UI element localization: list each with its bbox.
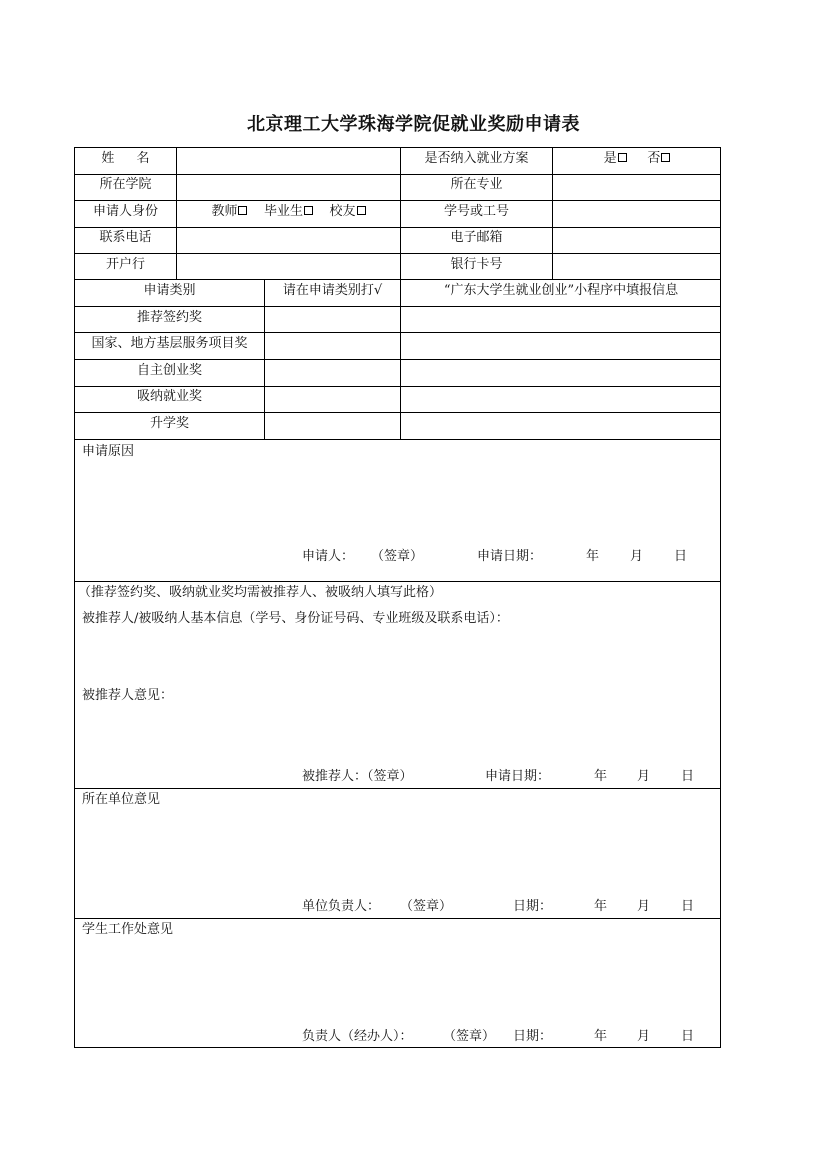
row-divider	[74, 279, 721, 280]
card-label: 银行卡号	[450, 257, 503, 272]
option-teacher[interactable]	[211, 204, 247, 220]
option-no-label: 否	[647, 151, 661, 166]
year-label: 年	[594, 1029, 608, 1044]
phone-label: 联系电话	[99, 230, 152, 245]
month-label: 月	[637, 769, 651, 784]
award-mark-field[interactable]	[265, 387, 400, 412]
unit-seal: （签章）	[400, 899, 453, 914]
name-label: 姓 名	[101, 151, 150, 166]
option-teacher-label: 教师	[211, 204, 238, 219]
identity-label: 申请人身份	[92, 204, 158, 219]
award-mark-field[interactable]	[265, 413, 400, 439]
college-field[interactable]	[177, 175, 400, 200]
award-item: 升学奖	[149, 416, 189, 431]
award-item: 自主创业奖	[136, 363, 202, 378]
major-label: 所在专业	[450, 177, 503, 192]
applicant-label: 申请人：	[302, 549, 355, 564]
month-label: 月	[630, 549, 644, 564]
email-label: 电子邮箱	[450, 230, 503, 245]
checkbox-icon[interactable]	[357, 206, 366, 215]
award-mark-field[interactable]	[265, 307, 400, 332]
award-mark-field[interactable]	[265, 333, 400, 359]
row-divider	[74, 788, 721, 789]
option-yes-label: 是	[603, 151, 617, 166]
employment-plan-label: 是否纳入就业方案	[424, 151, 529, 166]
checkbox-icon[interactable]	[661, 153, 670, 162]
checkbox-icon[interactable]	[618, 153, 627, 162]
award-info-field[interactable]	[401, 387, 721, 412]
office-opinion-label: 学生工作处意见	[82, 922, 174, 937]
award-info-field[interactable]	[401, 307, 721, 332]
checkbox-icon[interactable]	[304, 206, 313, 215]
office-seal: （签章）	[443, 1029, 496, 1044]
award-mark-field[interactable]	[265, 360, 400, 386]
month-label: 月	[637, 1029, 651, 1044]
award-item: 推荐签约奖	[136, 310, 202, 325]
recommend-date-label: 申请日期：	[485, 769, 551, 784]
option-alumni[interactable]	[330, 204, 366, 220]
recommend-opinion-textarea[interactable]	[80, 706, 715, 758]
recommend-basic-info-textarea[interactable]	[80, 630, 715, 685]
option-no[interactable]	[647, 151, 670, 167]
bank-label: 开户行	[105, 257, 145, 272]
month-label: 月	[637, 899, 651, 914]
recommend-basic-info-label: 被推荐人/被吸纳人基本信息（学号、身份证号码、专业班级及联系电话）：	[82, 611, 509, 626]
award-item: 吸纳就业奖	[136, 389, 202, 404]
day-label: 日	[681, 899, 695, 914]
year-label: 年	[594, 769, 608, 784]
office-signer-label: 负责人（经办人）：	[302, 1029, 413, 1044]
unit-signer-label: 单位负责人：	[302, 899, 381, 914]
day-label: 日	[681, 1029, 695, 1044]
award-mark-header: 请在申请类别打√	[282, 283, 383, 298]
id-field[interactable]	[553, 201, 721, 227]
award-category-header: 申请类别	[143, 283, 196, 298]
year-label: 年	[586, 549, 600, 564]
option-graduate-label: 毕业生	[263, 204, 303, 219]
reason-label: 申请原因	[82, 444, 135, 459]
form-title: 北京理工大学珠海学院促就业奖励申请表	[247, 114, 580, 135]
row-divider	[74, 439, 721, 440]
award-item: 国家、地方基层服务项目奖	[91, 336, 248, 351]
recommend-opinion-label: 被推荐人意见：	[82, 688, 174, 703]
option-alumni-label: 校友	[329, 204, 356, 219]
id-label: 学号或工号	[443, 204, 509, 219]
award-info-field[interactable]	[401, 333, 721, 359]
bank-field[interactable]	[177, 254, 400, 279]
email-field[interactable]	[553, 228, 721, 253]
day-label: 日	[674, 549, 688, 564]
year-label: 年	[594, 899, 608, 914]
checkbox-icon[interactable]	[238, 206, 247, 215]
college-label: 所在学院	[99, 177, 152, 192]
apply-date-label: 申请日期：	[477, 549, 543, 564]
recommend-note: （推荐签约奖、吸纳就业奖均需被推荐人、被吸纳人填写此格）	[78, 585, 443, 600]
day-label: 日	[681, 769, 695, 784]
unit-opinion-textarea[interactable]	[80, 810, 715, 886]
row-divider	[74, 581, 721, 582]
option-graduate[interactable]	[264, 204, 313, 220]
major-field[interactable]	[553, 175, 721, 200]
name-field[interactable]	[177, 148, 400, 174]
office-date-label: 日期：	[513, 1029, 553, 1044]
row-divider	[74, 918, 721, 919]
employment-plan-options	[553, 151, 721, 167]
award-info-header: “广东大学生就业创业”小程序中填报信息	[443, 283, 679, 298]
unit-opinion-label: 所在单位意见	[82, 792, 161, 807]
unit-date-label: 日期：	[513, 899, 553, 914]
office-opinion-textarea[interactable]	[80, 940, 715, 1018]
award-info-field[interactable]	[401, 360, 721, 386]
reason-textarea[interactable]	[80, 462, 715, 540]
identity-options	[177, 204, 400, 220]
award-info-field[interactable]	[401, 413, 721, 439]
card-field[interactable]	[553, 254, 721, 279]
phone-field[interactable]	[177, 228, 400, 253]
recommendee-signer: 被推荐人：（签章）	[302, 769, 413, 784]
applicant-seal: （签章）	[371, 549, 424, 564]
option-yes[interactable]	[604, 151, 627, 167]
